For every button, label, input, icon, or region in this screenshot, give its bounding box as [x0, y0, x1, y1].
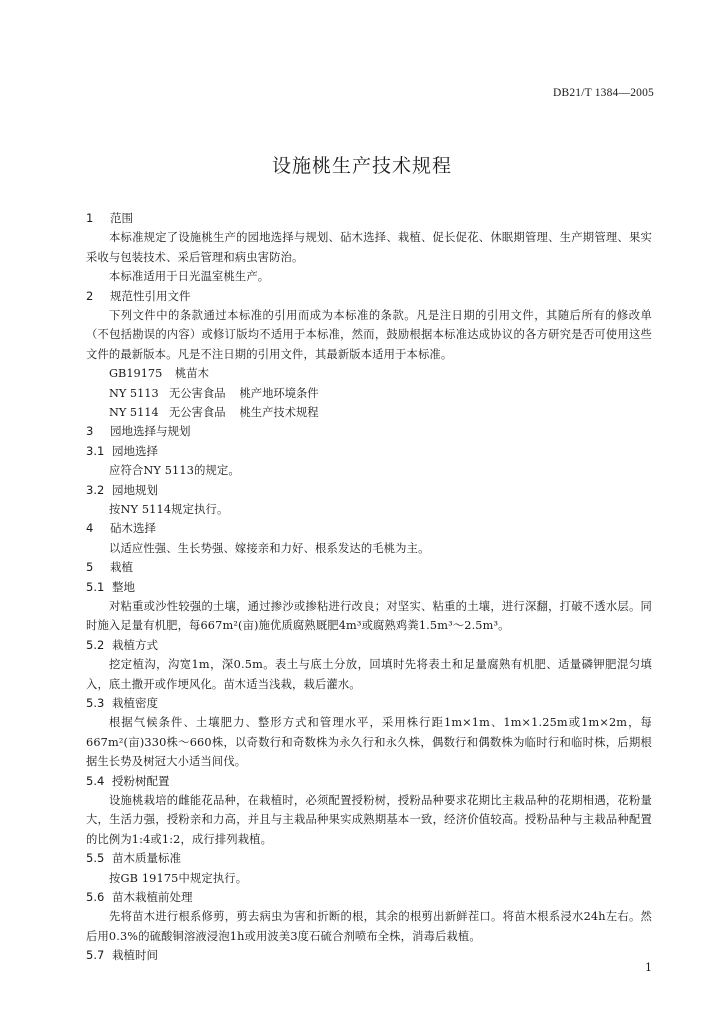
paragraph: 以适应性强、生长势强、嫁接亲和力好、根系发达的毛桃为主。 [109, 541, 430, 555]
reference-code: GB19175 [109, 367, 163, 381]
section-title: 园地选择 [112, 443, 158, 458]
paragraph: 按GB 19175中规定执行。 [109, 871, 248, 885]
paragraph: 设施桃栽培的雌能花品种，在栽植时，必须配置授粉树，授粉品种要求花期比主栽品种的花期相遇，花粉量大，生活力强，授粉亲和力高，并且与主栽品种果实成熟期基本一致，经济价值较高。授粉品种与主栽品种配置的比例为1:4或1:2，成行排列栽植。 [86, 794, 652, 846]
section-title: 整地 [112, 579, 135, 594]
section-number: 5.3 [86, 696, 105, 711]
subsection-heading [86, 772, 652, 791]
reference-title: 桃苗木 [175, 367, 209, 381]
section-number: 5.2 [86, 637, 105, 652]
section-heading [86, 209, 652, 228]
reference-item [86, 403, 652, 422]
paragraph: 下列文件中的条款通过本标准的引用而成为本标准的条款。凡是注日期的引用文件，其随后所有的修改单（不包括勘误的内容）或修订版均不适用于本标准，然而，鼓励根据本标准达成协议的各方研究是否可使用这些文件的最新版本。凡是不注日期的引用文件，其最新版本适用于本标准。 [86, 309, 652, 361]
section-number: 3 [86, 424, 94, 439]
section-title: 苗木质量标准 [112, 851, 181, 866]
reference-code: NY 5113 [109, 386, 159, 400]
section-title: 规范性引用文件 [110, 288, 191, 303]
paragraph: 对粘重或沙性较强的土壤，通过掺沙或掺粘进行改良；对坚实、粘重的土壤，进行深翻，打破不透水层。同时施入足量有机肥，每667m²(亩)施优质腐熟厩肥4m³或腐熟鸡粪1.5m³～2.5m³。 [86, 600, 652, 633]
reference-title: 无公害食品 [169, 406, 226, 420]
document-title: 设施桃生产技术规程 [271, 155, 452, 177]
section-number: 4 [86, 521, 94, 536]
section-number: 5 [86, 560, 94, 575]
subsection-heading [86, 442, 652, 461]
section-number: 2 [86, 288, 94, 303]
standard-code: DB21/T 1384—2005 [552, 87, 654, 99]
section-number: 5.7 [86, 948, 105, 963]
subsection-heading [86, 481, 652, 500]
section-number: 1 [86, 211, 94, 225]
paragraph: 按NY 5114规定执行。 [109, 503, 229, 517]
section-title: 栽植时间 [112, 948, 158, 963]
section-heading [86, 422, 652, 441]
section-title: 范围 [110, 211, 133, 225]
section-number: 3.2 [86, 482, 105, 497]
subsection-heading [86, 694, 652, 713]
section-title: 园地规划 [112, 482, 158, 497]
page-number: 1 [645, 961, 652, 974]
paragraph: 挖定植沟，沟宽1m，深0.5m。表土与底土分放，回填时先将表土和足量腐熟有机肥、适量磷钾肥混匀填入，底土撒开或作埂风化。苗木适当浅栽，栽后灌水。 [86, 658, 652, 691]
paragraph: 先将苗木进行根系修剪，剪去病虫为害和折断的根，其余的根剪出新鲜茬口。将苗木根系浸水24h左右。然后用0.3%的硫酸铜溶液浸泡1h或用波美3度石硫合剂喷布全株，消毒后栽植。 [86, 910, 652, 943]
section-title: 栽植密度 [112, 696, 158, 711]
paragraph: 根据气候条件、土壤肥力、整形方式和管理水平，采用株行距1m×1m、1m×1.25m或1m×2m，每667m²(亩)330株～660株，以奇数行和奇数株为永久行和永久株，偶数行和偶数株为临时行和临时株，后期根据生长势及树冠大小适当间伐。 [86, 716, 652, 769]
section-title: 授粉树配置 [112, 773, 170, 788]
section-number: 5.4 [86, 773, 105, 788]
section-heading [86, 287, 652, 306]
paragraph: 本标准适用于日光温室桃生产。 [109, 270, 270, 284]
subsection-heading [86, 888, 652, 907]
section-title: 栽植 [110, 560, 133, 575]
reference-subtitle: 桃产地环境条件 [239, 386, 319, 400]
section-heading [86, 558, 652, 577]
section-number: 5.1 [86, 579, 105, 594]
subsection-heading [86, 946, 652, 965]
section-number: 3.1 [86, 443, 105, 458]
section-title: 园地选择与规划 [110, 424, 191, 439]
section-title: 砧木选择 [110, 521, 156, 536]
reference-subtitle: 桃生产技术规程 [239, 406, 319, 420]
paragraph: 本标准规定了设施桃生产的园地选择与规划、砧木选择、栽植、促长促花、休眠期管理、生产期管理、果实采收与包装技术、采后管理和病虫害防治。 [86, 231, 652, 264]
section-title: 栽植方式 [112, 637, 158, 652]
subsection-heading [86, 578, 652, 597]
section-number: 5.6 [86, 890, 105, 905]
subsection-heading [86, 849, 652, 868]
paragraph: 应符合NY 5113的规定。 [109, 464, 240, 478]
reference-code: NY 5114 [109, 406, 159, 420]
section-title: 苗木栽植前处理 [112, 890, 193, 905]
reference-title: 无公害食品 [169, 386, 226, 400]
document-body [86, 209, 652, 966]
section-number: 5.5 [86, 851, 105, 866]
reference-item [86, 364, 652, 383]
section-heading [86, 519, 652, 538]
reference-item [86, 384, 652, 403]
subsection-heading [86, 636, 652, 655]
